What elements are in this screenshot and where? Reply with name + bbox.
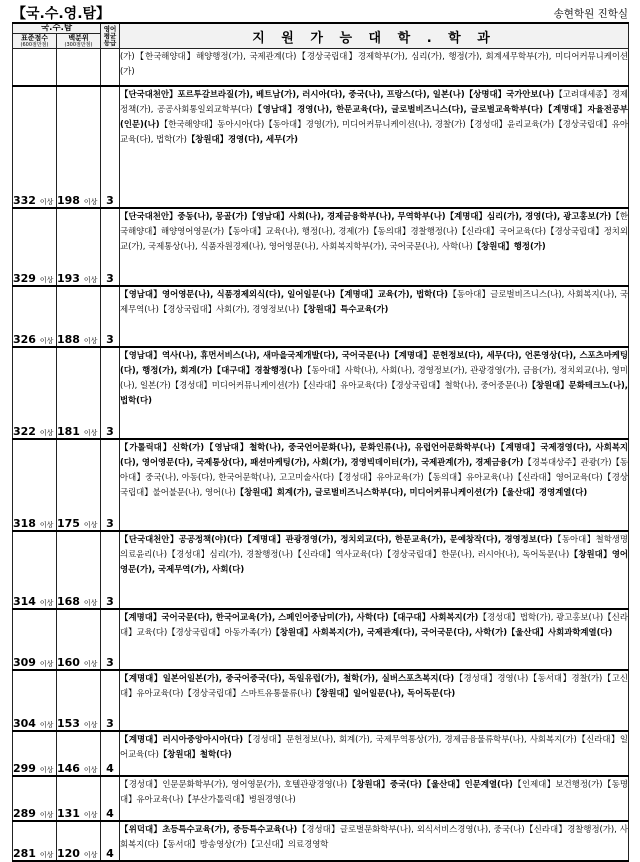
university-list-cell	[120, 609, 629, 670]
table-row	[13, 609, 629, 670]
university-entry: 【경북대상주】관광(가)【동아대】중국(나), 아동(다), 한국어문학(나), 고고미술사(다)【경성대】유아교육(가)【동의대】유아교육(나)【신라대】영어교육(다)【경상국립대】불어불문(나), 영어(나)	[120, 456, 628, 498]
percentile-unit: 이상	[83, 336, 98, 345]
english-grade-cell	[101, 49, 120, 86]
university-entry: 【동아대】글로벌비즈니스(나), 사회복지(나), 국제무역(나)【경상국립대】사회(가), 경영정보(나)	[120, 288, 628, 314]
standard-score-cell	[13, 821, 57, 861]
percentile-cell	[57, 347, 101, 439]
university-list-cell	[120, 86, 629, 208]
university-entry-bold: 【가톨릭대】신학(가)【영남대】철학(나), 중국언어문화(나), 문화인류(나), 유럽언어문화학부(나)【계명대】국제경영(다), 사회복지(다), 영어영문(다), 국제통상(다), 패션마케팅(가), 사회(가), 경영빅데이터(가), 국제관계(가), 경제금융(가)	[120, 441, 628, 467]
table-row	[13, 439, 629, 531]
standard-score-cell	[13, 286, 57, 347]
header-percentile-label: 백분위	[68, 34, 89, 42]
percentile-cell	[57, 821, 101, 861]
score-unit: 이상	[39, 810, 54, 819]
university-entry: 【한국해양대】동아시아(다)【동아대】경영(가), 미디어커뮤니케이션(나), 경찰(가)【경성대】윤리교육(가)【경상국립대】유아교육(다), 법학(가)	[120, 118, 628, 145]
percentile-unit: 이상	[83, 659, 98, 668]
table-row	[13, 776, 629, 821]
header-percentile-sub: (300점만점)	[64, 42, 93, 48]
university-list-cell	[120, 731, 629, 776]
document-title: 【국.수.영.탐】	[12, 6, 111, 22]
university-entry-bold: 【창원대】중국(다)【울산대】인문계열(다)	[347, 778, 513, 789]
university-entry: 【경상국립대】	[296, 51, 358, 61]
university-list-cell	[120, 208, 629, 286]
english-grade-cell: 3	[101, 670, 120, 731]
university-entry: 【경성대】인문문화학부(가), 영어영문(가), 호텔관광경영(나)	[120, 778, 348, 789]
university-entry: 【동아대】사학(나), 사회(나), 경영정보(가), 관광경영(가), 금융(가), 정치외교(나), 영미(나), 일본(가)【경성대】미디어커뮤니케이션(가)【신라대】유아교육(다)【경상국립대】철학(나), 중어중문(나)	[120, 364, 628, 390]
percentile-cell	[57, 439, 101, 531]
university-entry: 【경성대】법학(가), 광고홍보(나)【신라대】교육(다)【경상국립대】아동가족(가)	[120, 611, 628, 637]
percentile-unit: 이상	[83, 720, 98, 729]
percentile-cell	[57, 208, 101, 286]
english-grade-cell: 3	[101, 86, 120, 208]
score-unit: 이상	[39, 520, 54, 529]
university-entry-bold: 【단국대천안】중동(나), 몽골(가)【영남대】사회(나), 경제금융학부(나), 무역학부(나)【계명대】심리(가), 경영(다), 광고홍보(가)	[120, 210, 612, 221]
english-grade-cell: 3	[101, 347, 120, 439]
score-unit: 이상	[39, 765, 54, 774]
table-row	[13, 347, 629, 439]
university-entry: 【동아대】철학생명의료윤리(나)【경성대】심리(가), 경찰행정(나)【신라대】역사교육(다)【경상국립대】한문(나), 러시아(나), 독어독문(나)	[120, 533, 628, 559]
standard-score-cell	[13, 531, 57, 609]
university-entry-bold: 【창원대】철학(다)	[158, 748, 232, 759]
percentile-cell	[57, 286, 101, 347]
english-grade-cell: 3	[101, 286, 120, 347]
standard-score-cell	[13, 439, 57, 531]
university-entry-bold: 【계명대】국어국문(다), 한국어교육(가), 스페인어중남미(가), 사학(다)【대구대】사회복지(가)	[120, 611, 479, 622]
table-row	[13, 531, 629, 609]
university-entry: 【경성대】경영(나)【동서대】경찰(가)【고신대】유아교육(다)【경상국립대】스마트유통물류(나)	[120, 672, 628, 698]
standard-score-value: 326	[13, 332, 36, 346]
university-entry: 해양행정(가), 국제관계(다)	[196, 51, 297, 61]
university-entry-bold: 【창원대】사회복지(가), 국제관계(다), 국어국문(다), 사학(가)【울산대】사회과학계열(다)	[271, 626, 613, 637]
admission-table	[12, 22, 629, 862]
university-entry: 【경성대】글로벌문화학부(나), 외식서비스경영(나), 중국(나)【신라대】경찰행정(가), 사회복지(다)【동서대】방송영상(가)【고신대】의료경영학	[120, 823, 628, 849]
header-standard-label: 표준점수	[20, 34, 49, 42]
percentile-value: 146	[57, 761, 80, 775]
header-percentile	[57, 34, 101, 49]
percentile-value: 160	[57, 655, 80, 669]
standard-score-value: 309	[13, 655, 36, 669]
university-entry-bold: 【계명대】일본어일본(가), 중국어중국(다), 독일유럽(가), 철학(가), 실버스포츠복지(다)	[120, 672, 455, 683]
english-grade-cell: 4	[101, 731, 120, 776]
percentile-unit: 이상	[83, 520, 98, 529]
university-entry-bold: 【영남대】경영(나), 한문교육(다), 글로벌비즈니스(다), 글로벌교육학부(다)【계명대】자율전공부(인문)(나)	[120, 103, 628, 129]
university-entry-bold: 【창원대】행정(가)	[472, 240, 546, 251]
score-unit: 이상	[39, 598, 54, 607]
university-entry: 【경성대】문헌정보(나), 회계(가), 국제무역통상(가), 경제금융물류학부(나), 사회복지(가)【신라대】일어교육(다)	[120, 733, 628, 759]
university-list-cell	[120, 439, 629, 531]
university-list-cell	[120, 821, 629, 861]
percentile-value: 181	[57, 424, 80, 438]
table-row	[13, 49, 629, 86]
score-unit: 이상	[39, 275, 54, 284]
university-entry-bold: 【창원대】일어일문(나), 독어독문(다)	[311, 687, 456, 698]
standard-score-value: 304	[13, 716, 36, 730]
standard-score-value: 332	[13, 193, 36, 207]
university-entry-bold: 【단국대천안】공공정책(야)(다)【계명대】관광경영(가), 정치외교(다), 한문교육(가), 문예창작(다), 경영정보(다)	[120, 533, 553, 544]
percentile-unit: 이상	[83, 810, 98, 819]
university-entry-bold: 【위덕대】초등특수교육(가), 중등특수교육(나)	[120, 823, 298, 834]
table-row	[13, 86, 629, 208]
standard-score-value: 318	[13, 516, 36, 530]
table-row	[13, 286, 629, 347]
percentile-value: 153	[57, 716, 80, 730]
percentile-unit: 이상	[83, 197, 98, 206]
percentile-cell	[57, 86, 101, 208]
university-entry-bold: 【창원대】특수교육(가)	[299, 303, 389, 314]
percentile-cell	[57, 670, 101, 731]
university-entry: 【한국해양대】	[134, 51, 197, 61]
header-english-grade-text: 영어 평균 등급	[103, 24, 117, 47]
english-grade-cell: 3	[101, 531, 120, 609]
percentile-value: 193	[57, 271, 80, 285]
percentile-value: 175	[57, 516, 80, 530]
score-unit: 이상	[39, 850, 54, 859]
university-entry-bold: 【창원대】회계(가), 글로벌비즈니스학부(다), 미디어커뮤니케이션(가)【울산대】경영계열(다)	[235, 487, 588, 498]
table-row	[13, 731, 629, 776]
publisher-label: 송현학원 진학실	[553, 8, 628, 20]
standard-score-cell	[13, 670, 57, 731]
university-entry: 경제학부(가), 심리(가), 행정(가), 회계세무학부(가), 미디어커뮤니케이션(가)	[120, 51, 629, 77]
university-list-cell	[120, 670, 629, 731]
percentile-cell	[57, 49, 101, 86]
university-entry-bold: 【영남대】영어영문(나), 식품경제외식(다), 일어일문(나)【계명대】교육(가), 법학(다)	[120, 288, 448, 299]
score-unit: 이상	[39, 336, 54, 345]
english-grade-cell: 4	[101, 776, 120, 821]
header-english-grade	[101, 23, 120, 49]
header-group: 국.수.탐	[13, 23, 101, 34]
header-standard-sub: (600점만점)	[20, 42, 49, 48]
percentile-unit: 이상	[83, 428, 98, 437]
percentile-cell	[57, 731, 101, 776]
university-entry: 【고려대세종】	[554, 88, 612, 99]
university-entry: (가)	[120, 51, 135, 61]
university-list-cell	[120, 347, 629, 439]
standard-score-cell	[13, 731, 57, 776]
standard-score-value: 289	[13, 806, 36, 820]
standard-score-cell	[13, 347, 57, 439]
percentile-cell	[57, 776, 101, 821]
percentile-unit: 이상	[83, 850, 98, 859]
university-list-cell	[120, 286, 629, 347]
university-entry: 경제정책(가), 공공사회통일외교학부(다)	[120, 88, 629, 114]
percentile-value: 131	[57, 806, 80, 820]
percentile-cell	[57, 531, 101, 609]
standard-score-cell	[13, 208, 57, 286]
university-list-cell	[120, 531, 629, 609]
standard-score-cell	[13, 86, 57, 208]
standard-score-value: 322	[13, 424, 36, 438]
percentile-value: 120	[57, 846, 80, 860]
table-row	[13, 208, 629, 286]
university-entry-bold: 【영남대】역사(나), 휴먼서비스(나), 새마을국제개발(다), 국어국문(나)【계명대】문헌정보(다), 세무(다), 언론영상(다), 스포츠마케팅(다), 행정(가), 회계(가)【대구대】경찰행정(나)	[120, 349, 628, 375]
percentile-value: 168	[57, 594, 80, 608]
university-entry: 【한국해양대】해양영어영문(가)【동아대】교육(나), 행정(나), 경제(가)【동의대】경찰행정(나)【신라대】국어교육(다)【경상국립대】정치외교(가), 국제통상(나), 식품자원경제(나), 영어영문(나), 사회복지학부(가), 국어국문(나), 사학(나)	[120, 210, 628, 251]
table-row	[13, 821, 629, 861]
university-entry-bold: 【계명대】러시아중앙아시아(다)	[120, 733, 244, 744]
score-unit: 이상	[39, 659, 54, 668]
percentile-value: 188	[57, 332, 80, 346]
university-entry-bold: 【단국대천안】포르투갈브라질(가), 베트남(가), 러시아(다), 중국(나), 프랑스(다), 일본(나)【상명대】국가안보(나)	[120, 88, 555, 99]
standard-score-cell	[13, 609, 57, 670]
score-unit: 이상	[39, 197, 54, 206]
standard-score-value: 329	[13, 271, 36, 285]
university-list-cell	[120, 49, 629, 86]
table-body	[13, 49, 629, 861]
percentile-unit: 이상	[83, 275, 98, 284]
english-grade-cell: 3	[101, 609, 120, 670]
top-bar	[0, 0, 640, 22]
percentile-value: 198	[57, 193, 80, 207]
percentile-cell	[57, 609, 101, 670]
english-grade-cell: 4	[101, 821, 120, 861]
university-entry-bold: 【창원대】문화테크노(나), 법학(다)	[120, 379, 628, 406]
standard-score-value: 281	[13, 846, 36, 860]
header-standard-score	[13, 34, 57, 49]
university-list-cell	[120, 776, 629, 821]
university-entry-bold: 【창원대】영어영문(가), 국제무역(가), 사회(다)	[120, 548, 628, 574]
english-grade-cell: 3	[101, 208, 120, 286]
standard-score-value: 314	[13, 594, 36, 608]
percentile-unit: 이상	[83, 598, 98, 607]
university-entry-bold: 【창원대】경영(다), 세무(가)	[186, 134, 298, 145]
standard-score-value: 299	[13, 761, 36, 775]
table-row	[13, 670, 629, 731]
standard-score-cell	[13, 49, 57, 86]
standard-score-cell	[13, 776, 57, 821]
header-universities: 지 원 가 능 대 학 . 학 과	[120, 23, 629, 49]
university-entry: 【인제대】보건행정(가)【동명대】유아교육(나)【부산가톨릭대】병원경영(나)	[120, 778, 628, 804]
score-unit: 이상	[39, 428, 54, 437]
score-unit: 이상	[39, 720, 54, 729]
english-grade-cell: 3	[101, 439, 120, 531]
percentile-unit: 이상	[83, 765, 98, 774]
